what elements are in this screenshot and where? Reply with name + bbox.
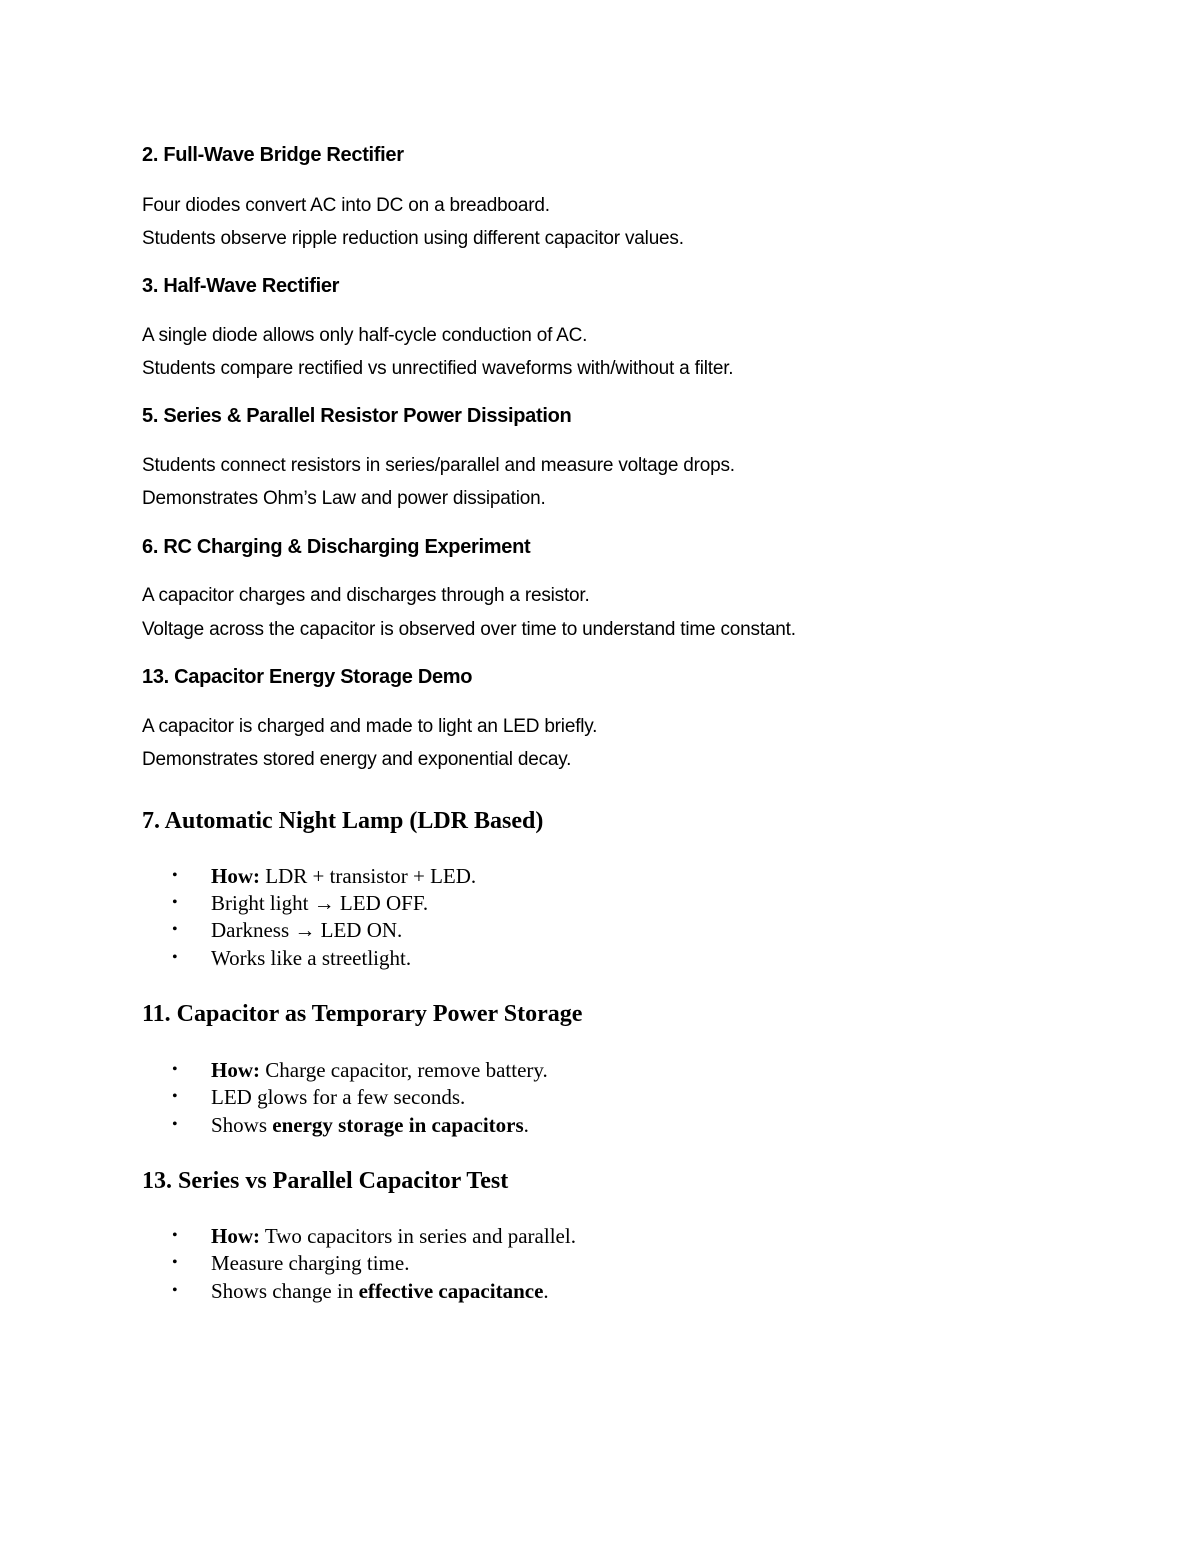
section-line: A single diode allows only half-cycle conduction of AC. [142,325,588,346]
section-heading: 7. Automatic Night Lamp (LDR Based) [142,808,544,834]
section-line: A capacitor is charged and made to light an LED briefly. [142,716,598,737]
bullet-icon: • [172,867,178,884]
section-heading: 11. Capacitor as Temporary Power Storage [142,1001,583,1027]
section-heading: 3. Half-Wave Rectifier [142,275,340,297]
section-line: Students compare rectified vs unrectified waveforms with/without a filter. [142,358,734,379]
section-heading: 2. Full-Wave Bridge Rectifier [142,144,404,166]
bullet-icon: • [172,1254,178,1271]
document-page: 2. Full-Wave Bridge Rectifier Four diodes convert AC into DC on a breadboard. Students observe ripple reduction using different capacitor values. 3. Half-Wave Rectifier A single diode allows only half-cycle conduction of AC. Students compare rectified vs unrectified waveforms with/without a filter. 5. Series & Parallel Resistor Power Dissipation Students connect resistors in series/parallel and measure voltage drops. Demonstrates Ohm’s Law and power dissipation. 6. RC Charging & Discharging Experiment A capacitor charges and discharges through a resistor. Voltage across the capacitor is observed over time to understand time constant. 13. Capacitor Energy Storage Demo A capacitor is charged and made to light an LED briefly. Demonstrates stored energy and exponential decay. 7. Automatic Night Lamp (LDR Based) • How: LDR + transistor + LED. • Bright light → LED OFF. • Darkness → LED ON. • Works like a streetlight. 11. Capacitor as Temporary Power Storage • How: Charge capacitor, remove battery. • LED glows for a few seconds. • Shows energy storage in capacitors. 13. Series vs Parallel Capacitor Test • How: Two capacitors in series and parallel. • Measure charging time. • Shows change in effective capacitance. [0,0,1200,1553]
bullet-icon: • [172,1282,178,1299]
section-line: Four diodes convert AC into DC on a breadboard. [142,195,550,216]
section-line: Students connect resistors in series/parallel and measure voltage drops. [142,455,735,476]
bullet-icon: • [172,1227,178,1244]
section-heading: 13. Capacitor Energy Storage Demo [142,666,473,688]
section-line: Demonstrates Ohm’s Law and power dissipation. [142,488,546,509]
bullet-icon: • [172,921,178,938]
section-line: Students observe ripple reduction using different capacitor values. [142,228,684,249]
section-heading: 6. RC Charging & Discharging Experiment [142,536,531,558]
section-line: A capacitor charges and discharges through a resistor. [142,585,590,606]
bullet-icon: • [172,1088,178,1105]
bullet-icon: • [172,1116,178,1133]
bullet-icon: • [172,894,178,911]
section-line: Voltage across the capacitor is observed over time to understand time constant. [142,619,796,640]
section-heading: 13. Series vs Parallel Capacitor Test [142,1168,509,1194]
section-line: Demonstrates stored energy and exponential decay. [142,749,572,770]
section-heading: 5. Series & Parallel Resistor Power Dissipation [142,405,572,427]
bullet-icon: • [172,1061,178,1078]
bullet-icon: • [172,949,178,966]
